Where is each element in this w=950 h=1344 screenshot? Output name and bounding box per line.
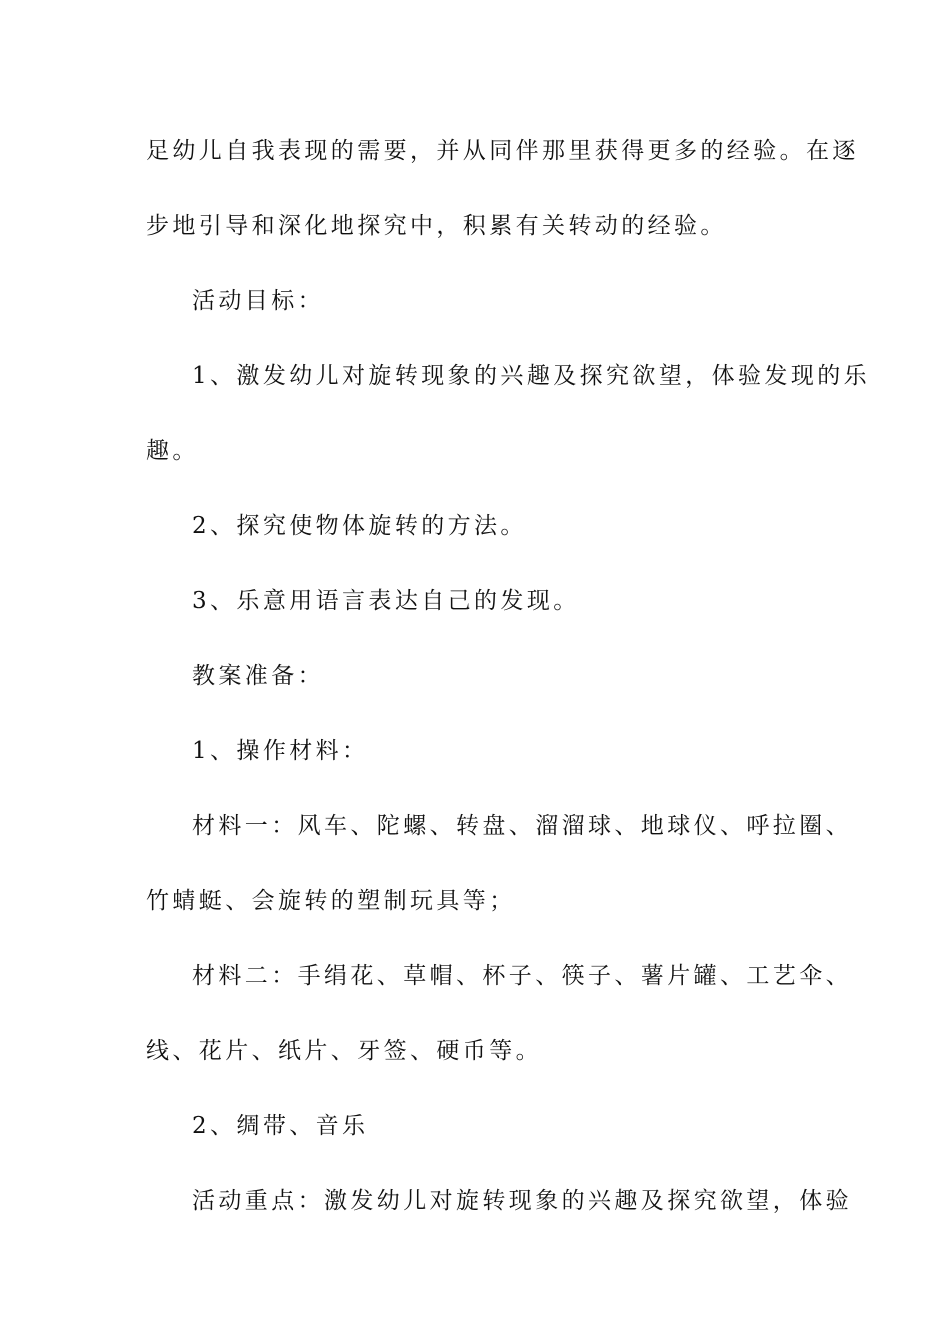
section-heading-activity-goals: 活动目标：	[192, 288, 324, 314]
list-item-goal-2: 2、探究使物体旋转的方法。	[192, 513, 527, 539]
list-item-goal-1-continued: 趣。	[146, 438, 199, 464]
list-item-goal-3: 3、乐意用语言表达自己的发现。	[192, 588, 580, 614]
list-item-prep-2: 2、绸带、音乐	[192, 1113, 369, 1139]
material-one: 材料一：风车、陀螺、转盘、溜溜球、地球仪、呼拉圈、	[192, 813, 852, 839]
section-heading-preparation: 教案准备：	[192, 663, 324, 689]
paragraph-line: 足幼儿自我表现的需要，并从同伴那里获得更多的经验。在逐	[146, 138, 859, 164]
paragraph-line: 步地引导和深化地探究中，积累有关转动的经验。	[146, 213, 727, 239]
list-item-goal-1: 1、激发幼儿对旋转现象的兴趣及探究欲望，体验发现的乐	[192, 363, 871, 389]
list-item-prep-1: 1、操作材料：	[192, 738, 369, 764]
section-heading-key-points: 活动重点：激发幼儿对旋转现象的兴趣及探究欲望，体验	[192, 1188, 852, 1214]
material-two-continued: 线、花片、纸片、牙签、硬币等。	[146, 1038, 542, 1064]
material-one-continued: 竹蜻蜓、会旋转的塑制玩具等；	[146, 888, 516, 914]
material-two: 材料二：手绢花、草帽、杯子、筷子、薯片罐、工艺伞、	[192, 963, 852, 989]
